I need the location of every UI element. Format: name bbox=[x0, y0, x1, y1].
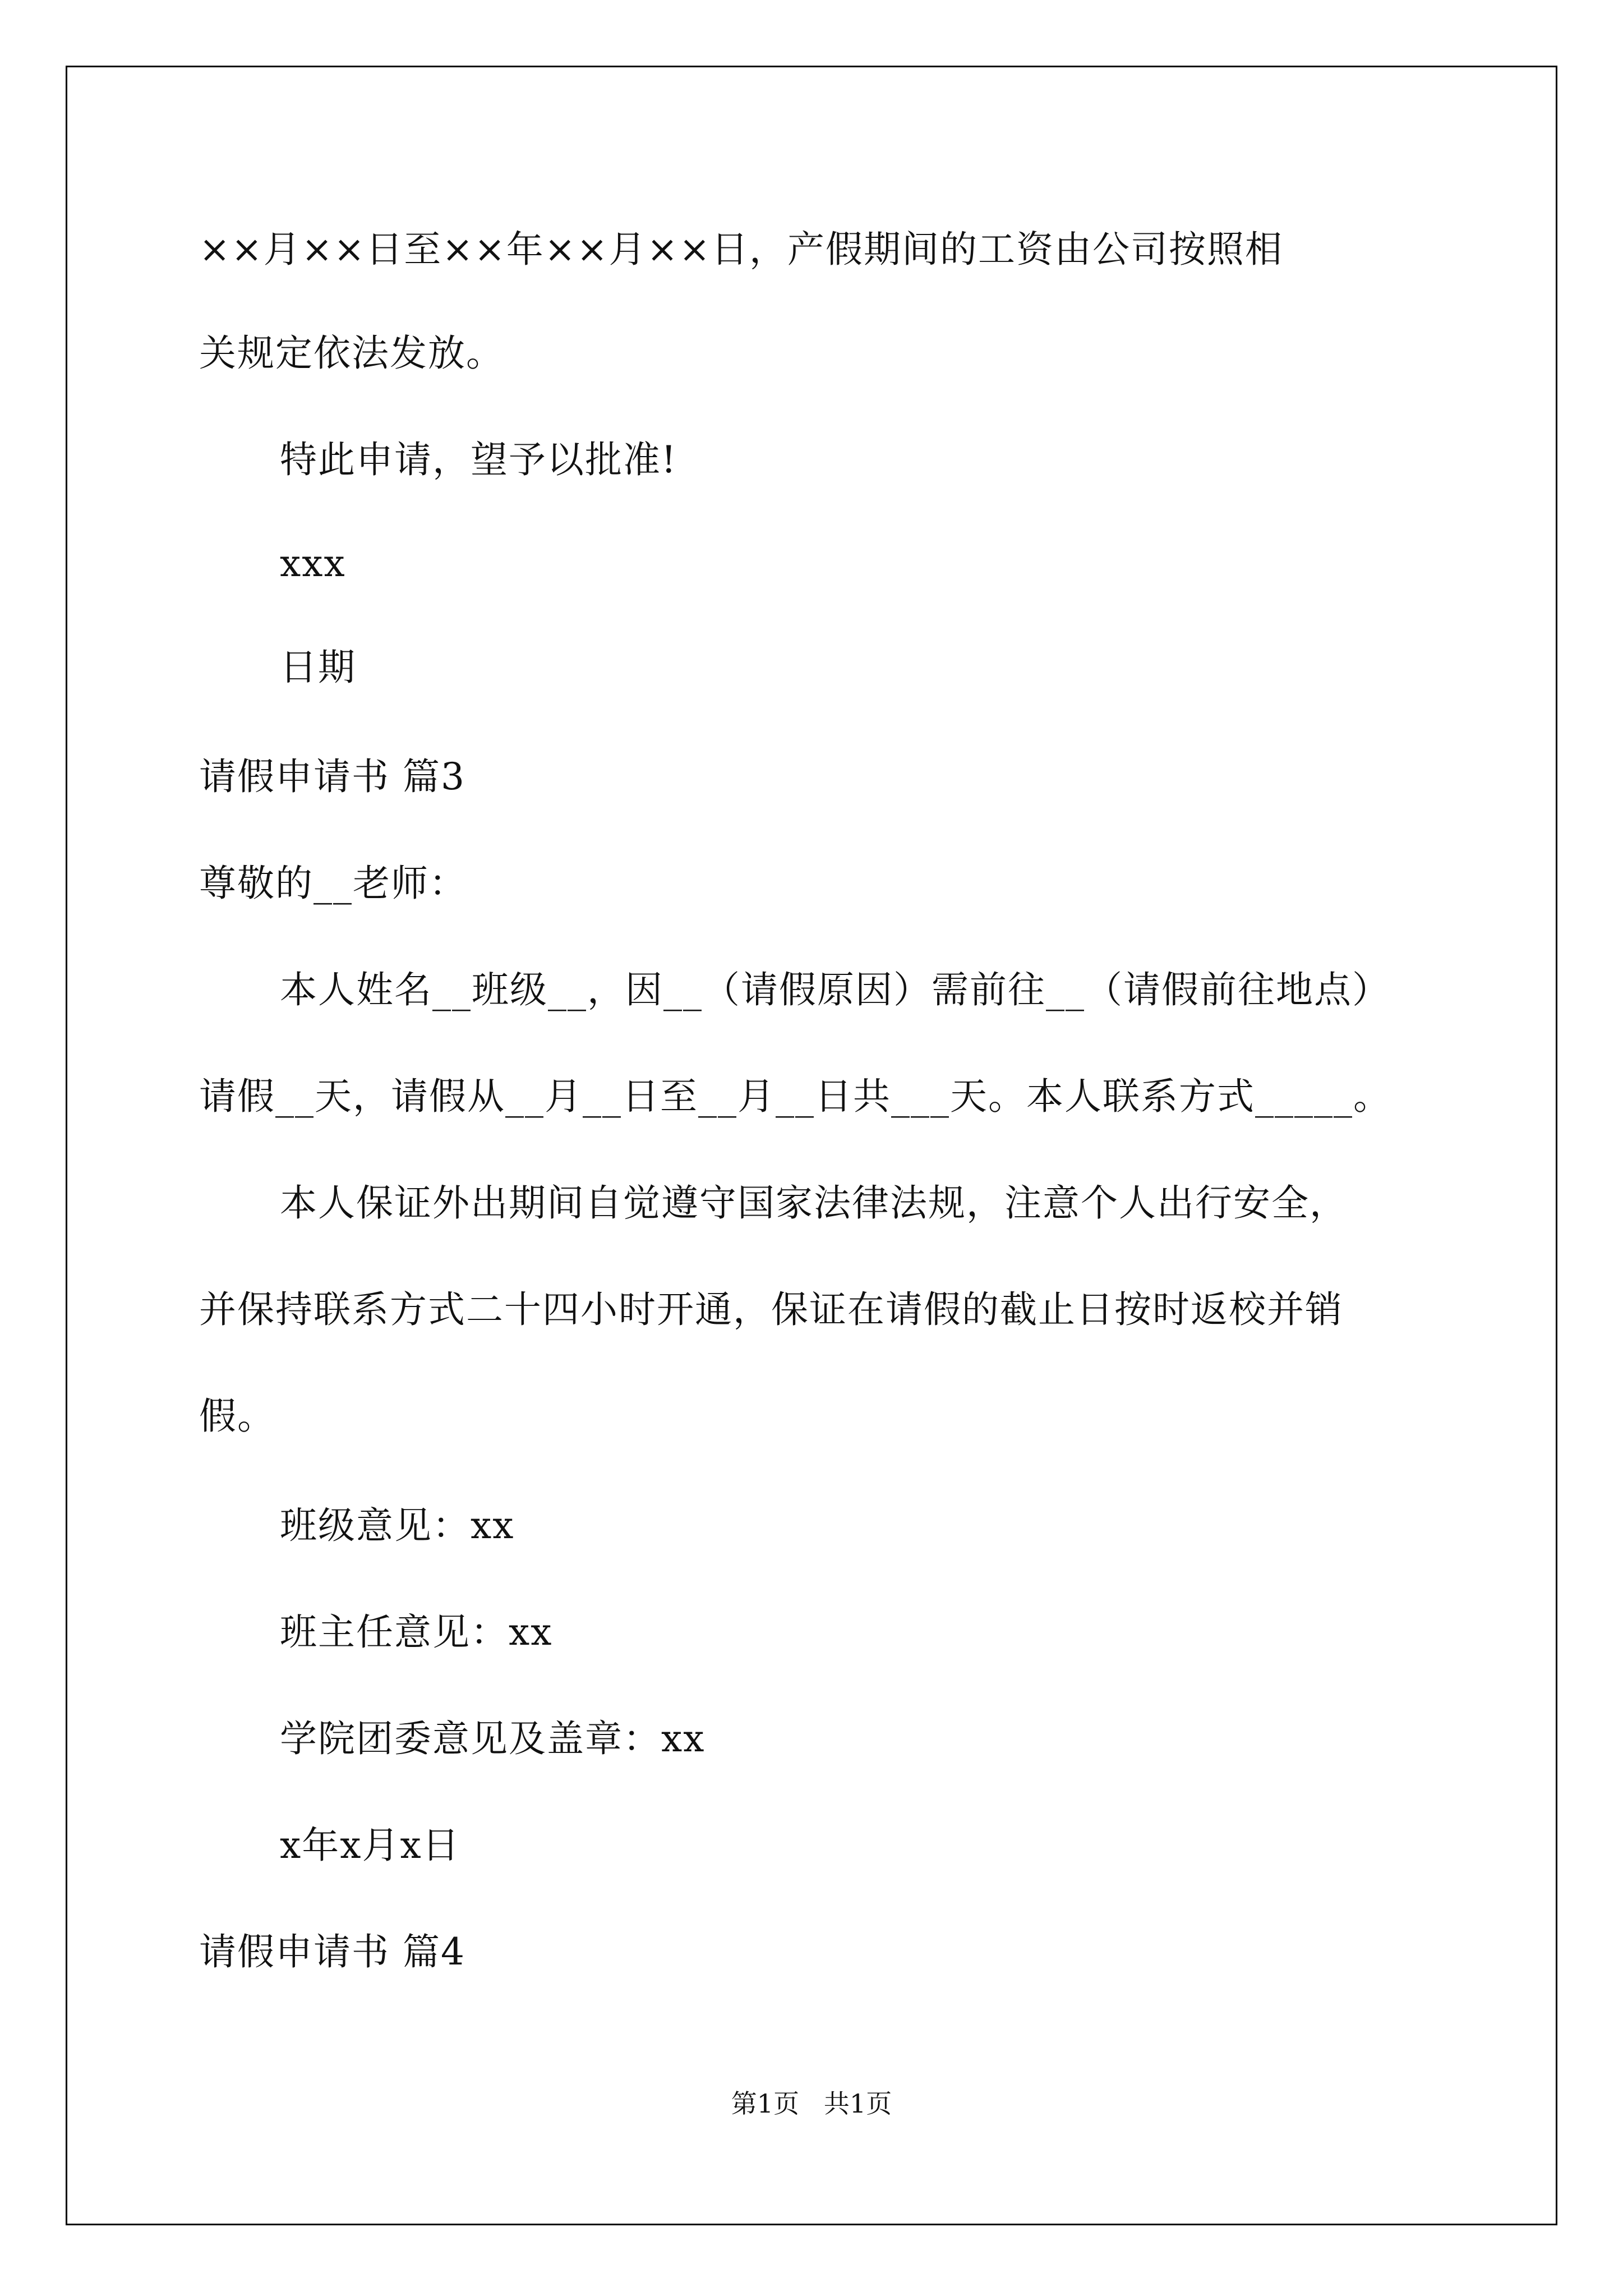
section-heading: 请假申请书 篇4 bbox=[199, 1930, 465, 1973]
signature-date: 日期 bbox=[280, 646, 356, 689]
page-border bbox=[66, 66, 1557, 2225]
body-text-line: 本人保证外出期间自觉遵守国家法律法规，注意个人出行安全， bbox=[280, 1181, 1348, 1225]
body-text-line: 关规定依法发放。 bbox=[199, 332, 504, 375]
opinion-youth-league: 学院团委意见及盖章：xx bbox=[280, 1717, 706, 1760]
body-text-line: 假。 bbox=[199, 1395, 275, 1438]
opinion-class: 班级意见：xx bbox=[280, 1504, 515, 1547]
signature-name: xxx bbox=[280, 542, 346, 585]
section-heading: 请假申请书 篇3 bbox=[199, 755, 465, 798]
page-footer: 第1页 共1页 bbox=[731, 2088, 892, 2119]
salutation: 尊敬的__老师： bbox=[199, 862, 467, 905]
body-text-line: 本人姓名__班级__，因__（请假原因）需前往__（请假前往地点） bbox=[280, 968, 1390, 1011]
body-text-line: 特此申请，望予以批准! bbox=[280, 438, 677, 481]
approval-date: x年x月x日 bbox=[280, 1824, 460, 1867]
body-text-line: ××月××日至××年××月××日，产假期间的工资由公司按照相 bbox=[199, 228, 1284, 271]
opinion-head-teacher: 班主任意见：xx bbox=[280, 1611, 553, 1654]
body-text-line: 请假__天，请假从__月__日至__月__日共___天。本人联系方式_____。 bbox=[199, 1075, 1391, 1118]
body-text-line: 并保持联系方式二十四小时开通，保证在请假的截止日按时返校并销 bbox=[199, 1288, 1343, 1331]
